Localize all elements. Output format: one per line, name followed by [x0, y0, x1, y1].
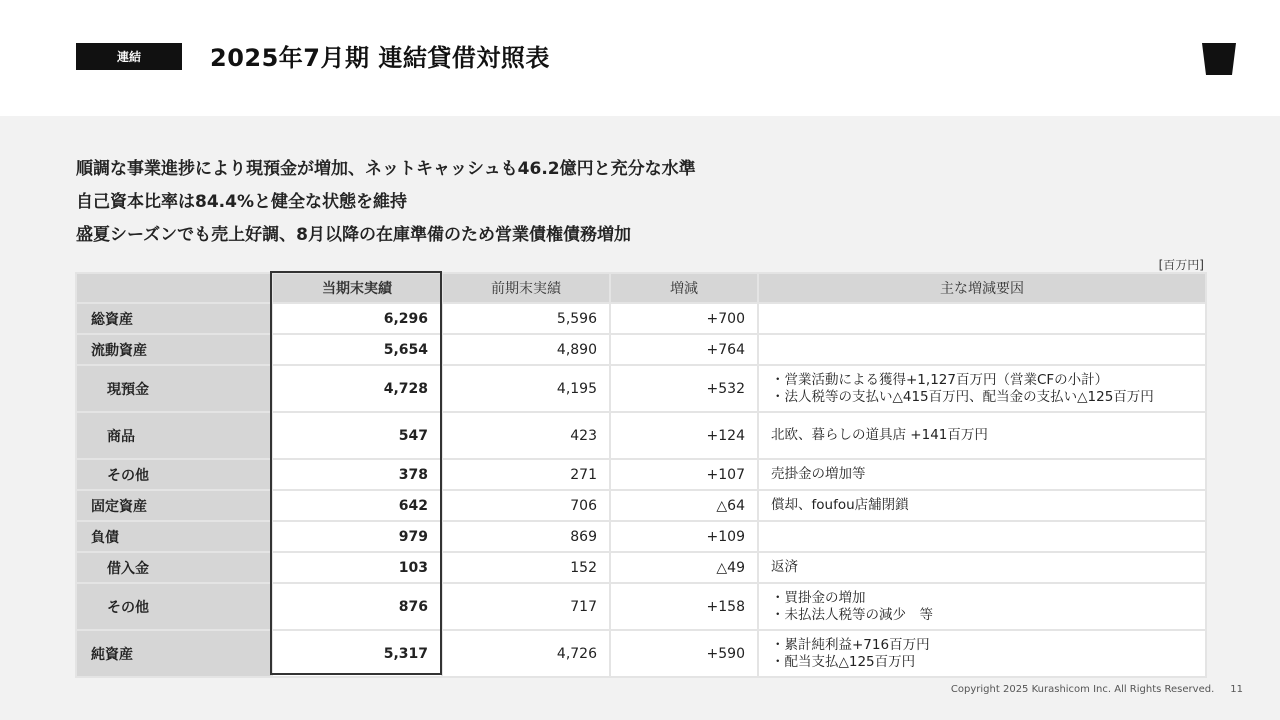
- current-value: 876: [272, 583, 442, 630]
- factor-line: 北欧、暮らしの道具店 +141百万円: [771, 427, 988, 443]
- change-value: +764: [610, 334, 758, 365]
- row-label: 現預金: [76, 365, 272, 412]
- cup-icon: [1201, 42, 1237, 76]
- change-factors: [758, 303, 1206, 334]
- change-value: +700: [610, 303, 758, 334]
- previous-value: 4,890: [442, 334, 610, 365]
- change-factors: [758, 521, 1206, 552]
- table-row: [76, 412, 1206, 459]
- copyright-text: Copyright 2025 Kurashicom Inc. All Rights Reserved.: [950, 684, 1215, 695]
- change-factors: [758, 412, 1206, 459]
- current-value: 378: [272, 459, 442, 490]
- row-label: 負債: [76, 521, 272, 552]
- change-value: △64: [610, 490, 758, 521]
- change-value: +158: [610, 583, 758, 630]
- header-cell-current: 当期末実績: [272, 273, 442, 303]
- table-row: [76, 303, 1206, 334]
- row-label: その他: [76, 459, 272, 490]
- summary-line: 自己資本比率は84.4%と健全な状態を維持: [76, 192, 407, 212]
- section-tag: 連結: [76, 43, 182, 70]
- change-factors: [758, 459, 1206, 490]
- table-row: [76, 365, 1206, 412]
- factor-line: ・法人税等の支払い△415百万円、配当金の支払い△125百万円: [771, 388, 1154, 405]
- current-value: 103: [272, 552, 442, 583]
- previous-value: 4,195: [442, 365, 610, 412]
- factor-line: ・配当支払△125百万円: [771, 653, 916, 670]
- table-row: [76, 334, 1206, 365]
- header-cell: [76, 273, 272, 303]
- previous-value: 869: [442, 521, 610, 552]
- row-label: 商品: [76, 412, 272, 459]
- change-value: +124: [610, 412, 758, 459]
- factor-line: 返済: [771, 559, 798, 575]
- previous-value: 271: [442, 459, 610, 490]
- current-value: 6,296: [272, 303, 442, 334]
- factor-line: ・営業活動による獲得+1,127百万円（営業CFの小計）: [771, 371, 1109, 388]
- change-factors: [758, 365, 1206, 412]
- change-value: +109: [610, 521, 758, 552]
- table-row: [76, 630, 1206, 677]
- change-value: +590: [610, 630, 758, 677]
- row-label: その他: [76, 583, 272, 630]
- factor-line: ・未払法人税等の減少 等: [771, 606, 933, 623]
- previous-value: 706: [442, 490, 610, 521]
- page-number: 11: [1230, 684, 1243, 695]
- previous-value: 152: [442, 552, 610, 583]
- change-factors: [758, 334, 1206, 365]
- factor-line: 売掛金の増加等: [771, 466, 866, 482]
- change-factors: [758, 490, 1206, 521]
- change-value: +532: [610, 365, 758, 412]
- row-label: 借入金: [76, 552, 272, 583]
- table-row: [76, 521, 1206, 552]
- summary-bullets: [76, 155, 696, 254]
- factor-line: 償却、foufou店舗閉鎖: [771, 497, 909, 513]
- previous-value: 5,596: [442, 303, 610, 334]
- current-value: 5,654: [272, 334, 442, 365]
- factor-line: ・買掛金の増加: [771, 589, 866, 606]
- change-factors: [758, 583, 1206, 630]
- current-value: 979: [272, 521, 442, 552]
- row-label: 流動資産: [76, 334, 272, 365]
- current-value: 547: [272, 412, 442, 459]
- page-title: 2025年7月期 連結貸借対照表: [210, 44, 550, 72]
- row-label: 純資産: [76, 630, 272, 677]
- balance-sheet-table: [75, 272, 1207, 678]
- change-factors: [758, 630, 1206, 677]
- current-value: 4,728: [272, 365, 442, 412]
- table-row: [76, 583, 1206, 630]
- current-value: 642: [272, 490, 442, 521]
- table-row: [76, 459, 1206, 490]
- change-value: +107: [610, 459, 758, 490]
- change-factors: [758, 552, 1206, 583]
- factor-line: ・累計純利益+716百万円: [771, 636, 930, 653]
- header-cell-factors: 主な増減要因: [758, 273, 1206, 303]
- table-row: [76, 490, 1206, 521]
- current-value: 5,317: [272, 630, 442, 677]
- previous-value: 423: [442, 412, 610, 459]
- table-row: [76, 552, 1206, 583]
- unit-label: [百万円]: [1158, 258, 1204, 272]
- header-bar: [0, 0, 1280, 116]
- change-value: △49: [610, 552, 758, 583]
- summary-line: 盛夏シーズンでも売上好調、8月以降の在庫準備のため営業債権債務増加: [76, 225, 631, 245]
- table-header-row: [76, 273, 1206, 303]
- footer: [951, 684, 1243, 695]
- header-cell-previous: 前期末実績: [442, 273, 610, 303]
- summary-line: 順調な事業進捗により現預金が増加、ネットキャッシュも46.2億円と充分な水準: [76, 159, 696, 179]
- row-label: 固定資産: [76, 490, 272, 521]
- previous-value: 717: [442, 583, 610, 630]
- row-label: 総資産: [76, 303, 272, 334]
- header-cell-change: 増減: [610, 273, 758, 303]
- previous-value: 4,726: [442, 630, 610, 677]
